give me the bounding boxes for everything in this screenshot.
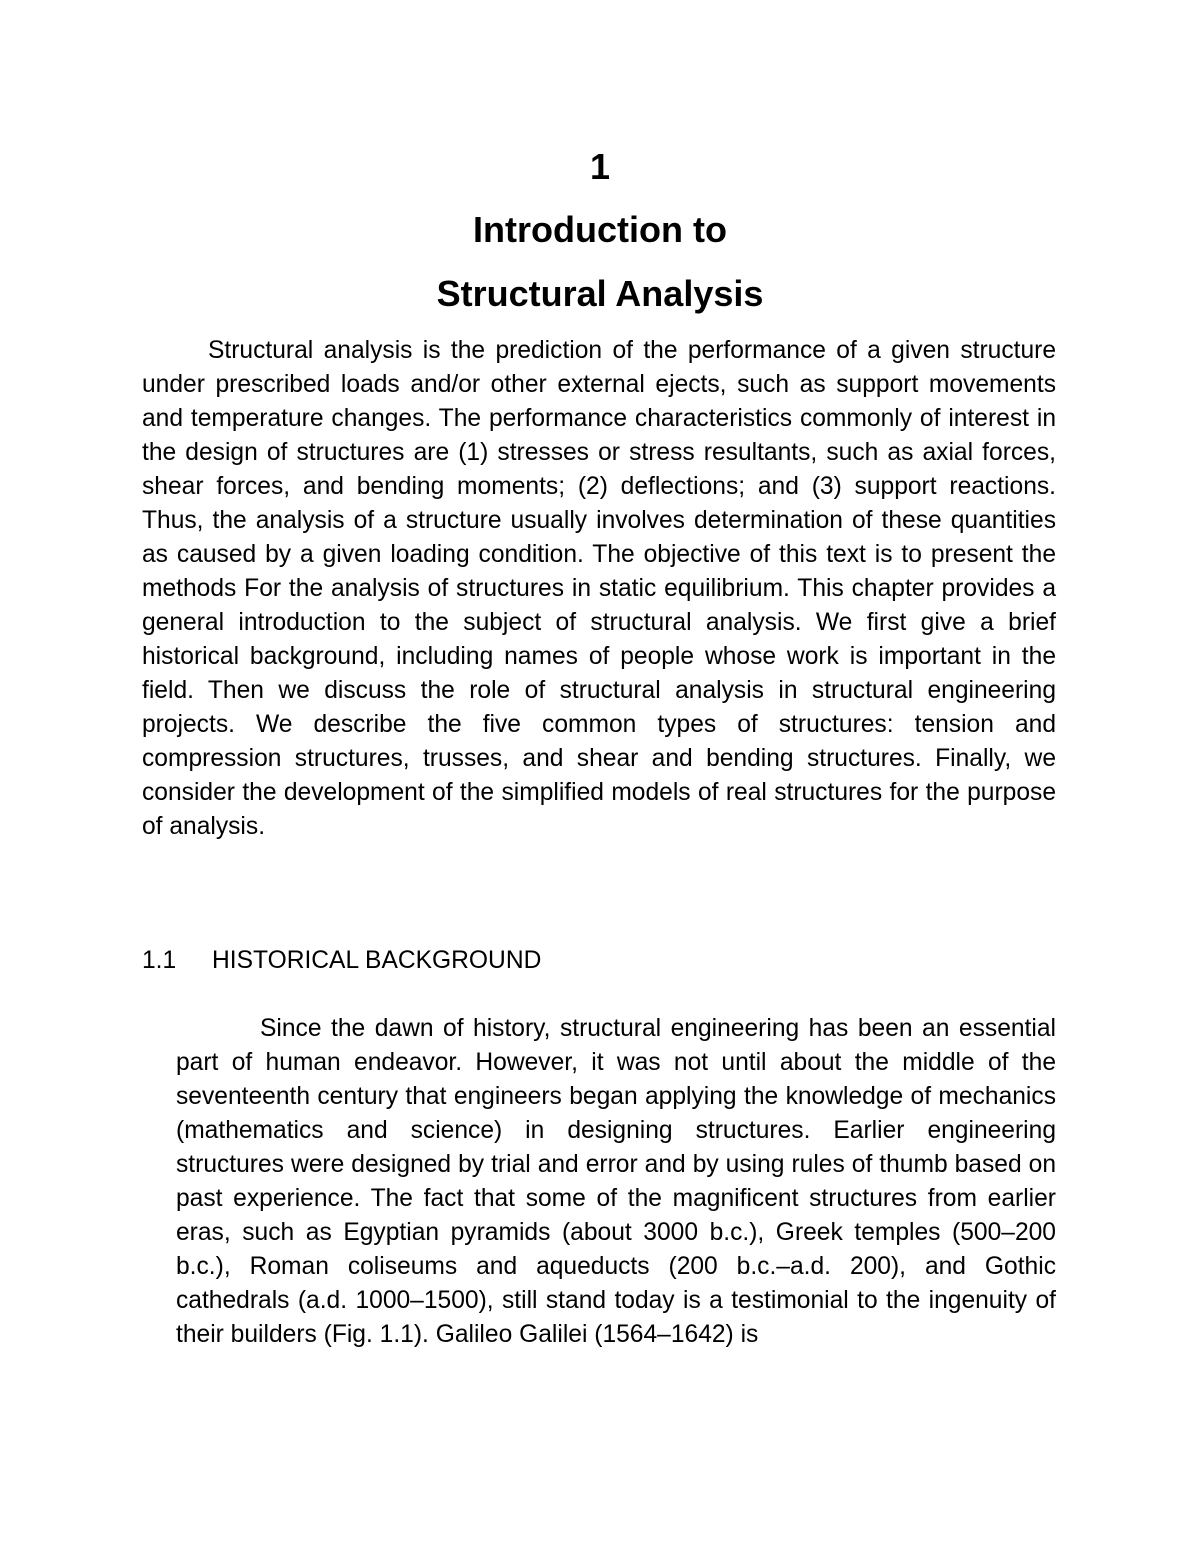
chapter-number: 1: [589, 146, 611, 187]
intro-paragraph: Structural analysis is the prediction of the performance of a given structure under prescribed loads and/or other external ejects, such as support movements and temperature changes. The performance characteristics commonly of interest in the design of structures are (1) stresses or stress resultants, such as axial forces, shear forces, and bending moments; (2) deflections; and (3) support reactions. Thus, the analysis of a structure usually involves determination of these quantities as caused by a given loading condition. The objective of this text is to present the methods For the analysis of structures in static equilibrium. This chapter provides a general introduction to the subject of structural analysis. We first give a brief historical background, including names of people whose work is important in the field. Then we discuss the role of structural analysis in structural engineering projects. We describe the five common types of structures: tension and compression structures, trusses, and shear and bending structures. Finally, we consider the development of the simplified models of real structures for the purpose of analysis.: [142, 337, 1056, 840]
section-number: 1.1: [142, 947, 177, 974]
historical-background-paragraph: Since the dawn of history, structural engineering has been an essential part of human endeavor. However, it was not until about the middle of the seventeenth century that engineers began applying the knowledge of mechanics (mathematics and science) in designing structures. Earlier engineering structures were designed by trial and error and by using rules of thumb based on past experience. The fact that some of the magnificent structures from earlier eras, such as Egyptian pyramids (about 3000 b.c.), Greek temples (500–200 b.c.), Roman coliseums and aqueducts (200 b.c.–a.d. 200), and Gothic cathedrals (a.d. 1000–1500), still stand today is a testimonial to the ingenuity of their builders (Fig. 1.1). Galileo Galilei (1564–1642) is: [176, 1015, 1056, 1348]
section-title: HISTORICAL BACKGROUND: [212, 947, 542, 974]
chapter-title-line-1: Introduction to: [473, 209, 727, 250]
section-heading: [142, 944, 541, 978]
chapter-title-line-2: Structural Analysis: [436, 273, 764, 314]
